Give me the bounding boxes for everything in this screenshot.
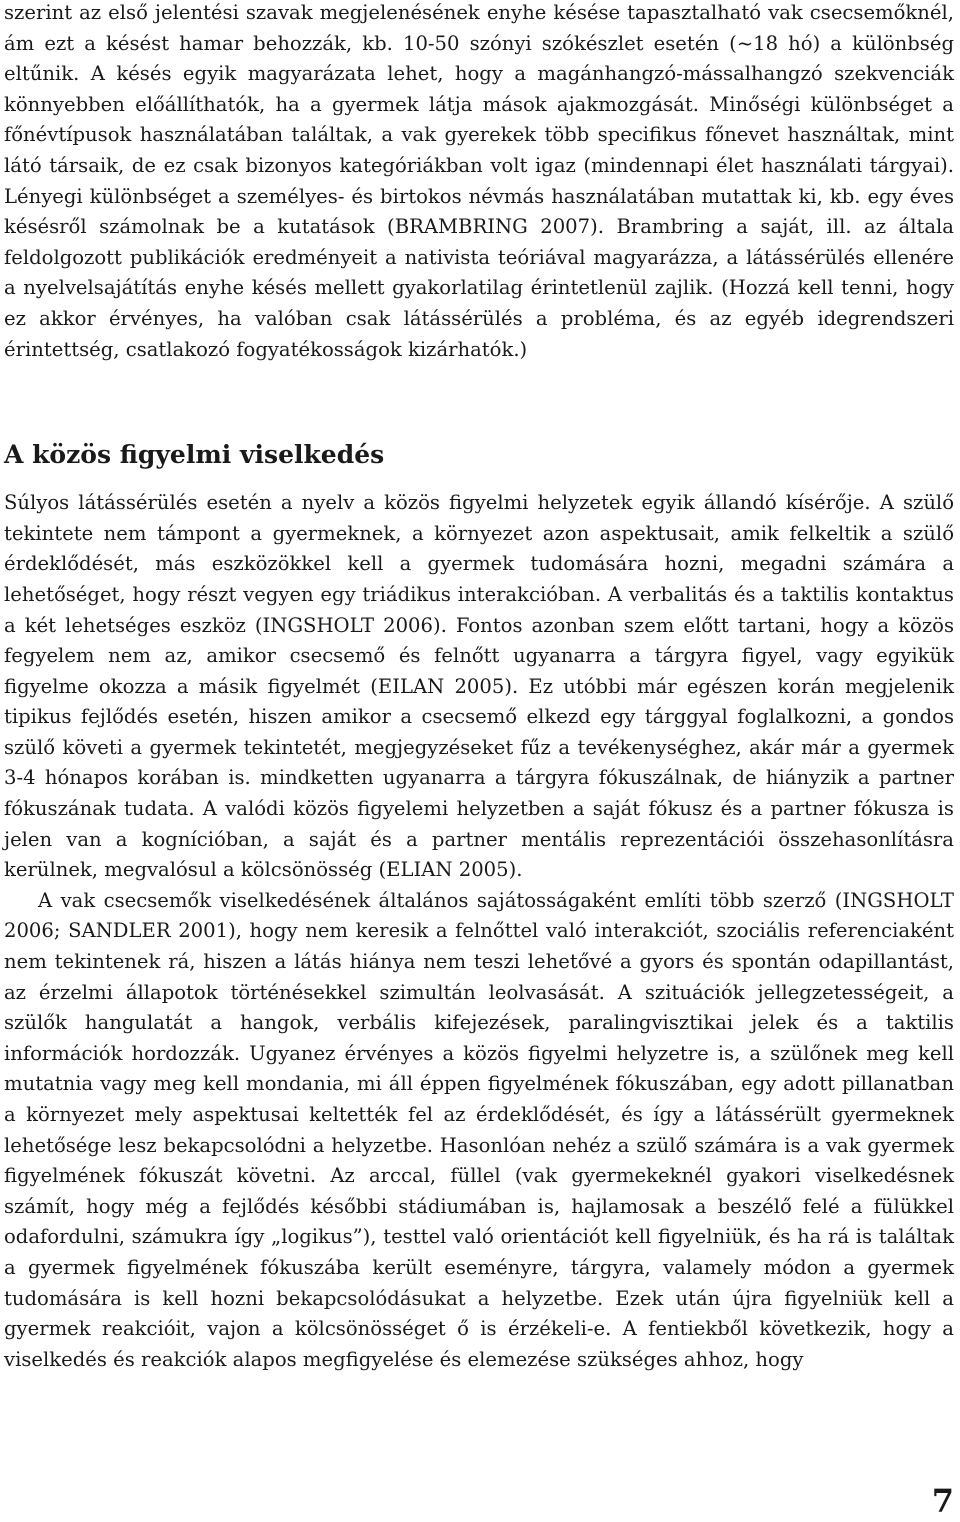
- body-paragraph-2: Súlyos látássérülés esetén a nyelv a közös figyelmi helyzetek egyik állandó kísérője. A szülő tekintete nem támpont a gyermeknek, a környezet azon aspektusait, amik felkeltik a szülő érdeklődését, más eszközökkel kell a gyermek tudomására hozni, megadni számára a lehetőséget, hogy részt vegyen egy triádikus interakcióban. A verbalitás és a taktilis kontaktus a két lehetséges eszköz (INGSHOLT 2006). Fontos azonban szem előtt tartani, hogy a közös fegyelem nem az, amikor csecsemő és felnőtt ugyanarra a tárgyra figyel, vagy egyikük figyelme okozza a másik figyelmét (EILAN 2005). Ez utóbbi már egészen korán megjelenik tipikus fejlődés esetén, hiszen amikor a csecsemő elkezd egy tárggyal foglalkozni, a gondos szülő követi a gyermek tekintetét, megjegyzéseket fűz a tevékenységhez, akár már a gyermek 3-4 hónapos korában is. mindketten ugyanarra a tárgyra fókuszálnak, de hiányzik a partner fókuszának tudata. A valódi közös figyelemi helyzetben a saját fókusz és a partner fókusza is jelen van a kognícióban, a saját és a partner mentális reprezentációi összehasonlításra kerülnek, megvalósul a kölcsönösség (ELIAN 2005).: [4, 491, 954, 882]
- section-heading: A közös figyelmi viselkedés: [4, 440, 385, 470]
- page-number: 7: [931, 1482, 954, 1520]
- body-paragraph-1: szerint az első jelentési szavak megjelenésének enyhe késése tapasztalható vak csecsemőknél, ám ezt a késést hamar behozzák, kb. 10-50 szónyi szókészlet esetén (~18 hó) a különbség eltűnik. A késés egyik magyarázata lehet, hogy a magánhangzó-mássalhangzó szekvenciák könnyebben előállíthatók, ha a gyermek látja mások ajakmozgását. Minőségi különbséget a főnévtípusok használatában találtak, a vak gyerekek több specifikus főnevet használtak, mint látó társaik, de ez csak bizonyos kategóriákban volt igaz (mindennapi élet használati tárgyai). Lényegi különbséget a személyes- és birtokos névmás használatában mutattak ki, kb. egy éves késésről számolnak be a kutatások (BRAMBRING 2007). Brambring a saját, ill. az általa feldolgozott publikációk eredményeit a nativista teóriával magyarázza, a látássérülés ellenére a nyelvelsajátítás enyhe késés mellett gyakorlatilag érintetlenül zajlik. (Hozzá kell tenni, hogy ez akkor érvényes, ha valóban csak látássérülés a probléma, és az egyéb idegrendszeri érintettség, csatlakozó fogyatékosságok kizárhatók.): [4, 1, 954, 361]
- body-paragraph-3: A vak csecsemők viselkedésének általános sajátosságaként említi több szerző (INGSHOLT 2006; SANDLER 2001), hogy nem keresik a felnőttel való interakciót, szociális referenciaként nem tekintenek rá, hiszen a látás hiánya nem teszi lehetővé a gyors és spontán odapillantást, az érzelmi állapotok történésekkel szimultán leolvasását. A szituációk jellegzetességeit, a szülők hangulatát a hangok, verbális kifejezések, paralingvisztikai jelek és a taktilis információk hordozzák. Ugyanez érvényes a közös figyelmi helyzetre is, a szülőnek meg kell mutatnia vagy meg kell mondania, mi áll éppen figyelmének fókuszában, egy adott pillanatban a környezet mely aspektusai keltették fel az érdeklődését, és így a látássérült gyermeknek lehetősége lesz bekapcsolódni a helyzetbe. Hasonlóan nehéz a szülő számára is a vak gyermek figyelmének fókuszát követni. Az arccal, füllel (vak gyermekeknél gyakori viselkedésnek számít, hogy még a fejlődés későbbi stádiumában is, hajlamosak a beszélő felé a fülükkel odafordulni, számukra így „logikus”), testtel való orientációt kell figyelniük, és ha rá is találtak a gyermek figyelmének fókuszába került eseményre, tárgyra, valamely módon a gyermek tudomására is kell hozni bekapcsolódásukat a helyzetbe. Ezek után újra figyelniük kell a gyermek reakcióit, vajon a kölcsönösséget ő is érzékeli-e. A fentiekből következik, hogy a viselkedés és reakciók alapos megfigyelése és elemezése szükséges ahhoz, hogy: [4, 888, 954, 1371]
- document-page: [4, 0, 954, 1375]
